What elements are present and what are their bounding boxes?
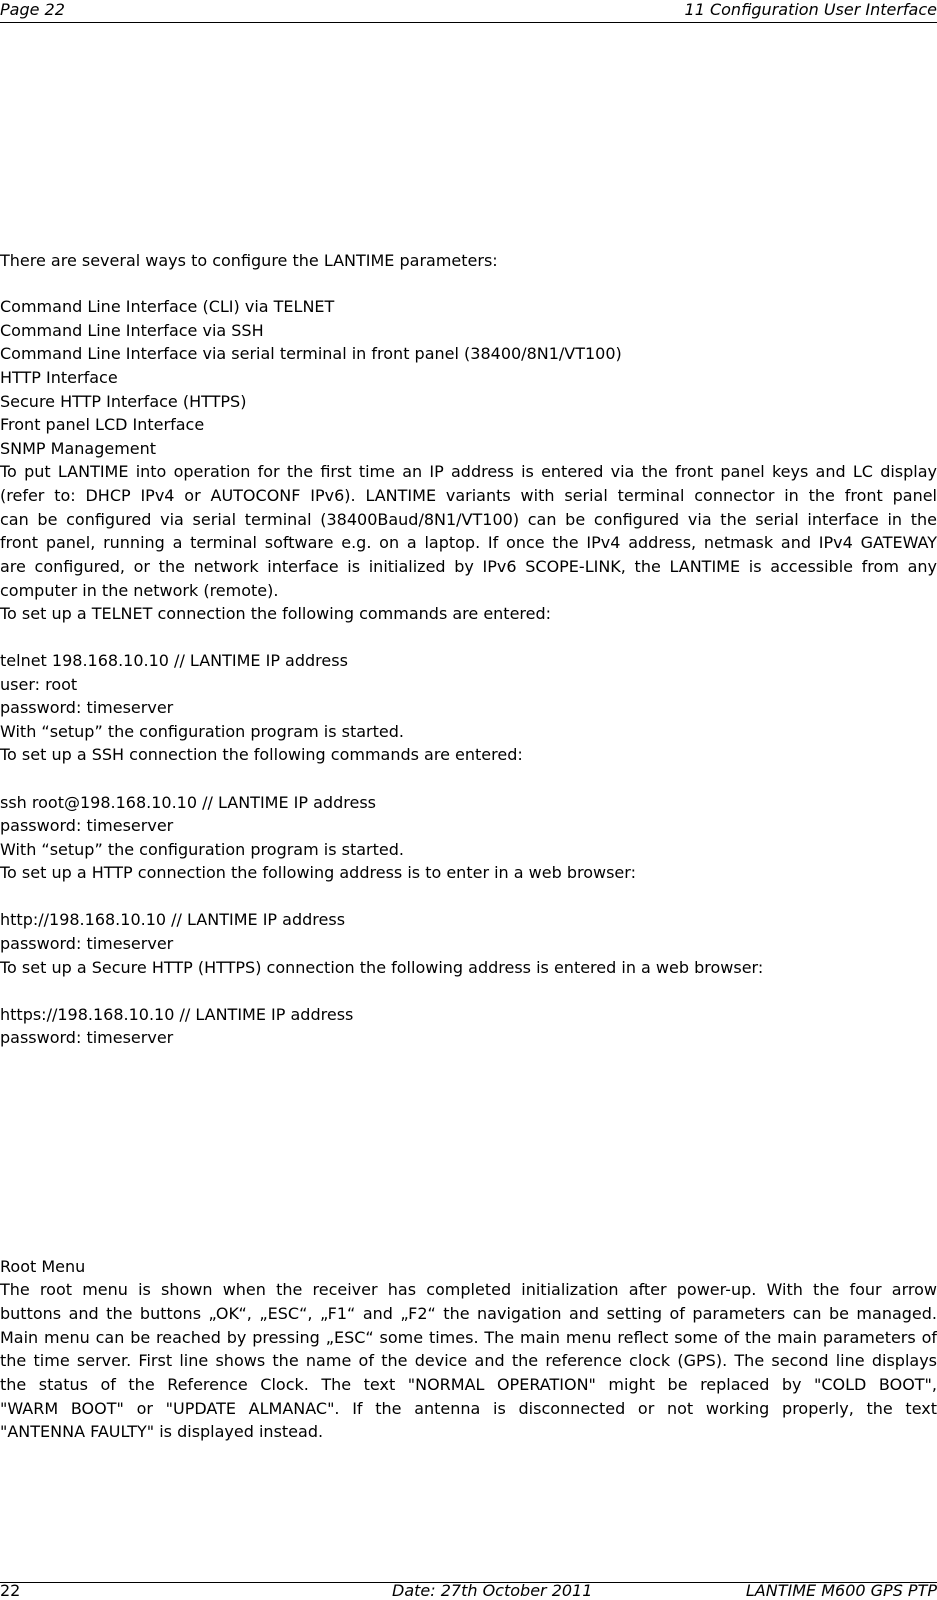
method-item: Command Line Interface via SSH	[0, 321, 264, 340]
paragraph-line: the time server. First line shows the name of the device and the reference clock (GPS). The second line displays	[0, 1351, 937, 1370]
command-line: password: timeserver	[0, 698, 174, 717]
paragraph-line: buttons and the buttons „OK“, „ESC“, „F1“ and „F2“ the navigation and setting of parameters can be managed.	[0, 1304, 937, 1323]
command-line: user: root	[0, 675, 78, 694]
command-line: password: timeserver	[0, 1028, 174, 1047]
paragraph-line: can be configured via serial terminal (38400Baud/8N1/VT100) can be configured via the serial interface in the	[0, 510, 937, 529]
document-date: Date: 27th October 2011	[392, 1581, 593, 1600]
paragraph-line: are configured, or the network interface is initialized by IPv6 SCOPE-LINK, the LANTIME is accessible from any	[0, 557, 937, 576]
http-intro: To set up a HTTP connection the following address is to enter in a web browser:	[0, 863, 636, 882]
telnet-intro: To set up a TELNET connection the following commands are entered:	[0, 604, 552, 623]
page-number: 22	[0, 1581, 21, 1600]
intro-text: There are several ways to configure the LANTIME parameters:	[0, 251, 498, 270]
command-line: With “setup” the configuration program is started.	[0, 840, 404, 859]
method-item: SNMP Management	[0, 439, 157, 458]
method-item: Front panel LCD Interface	[0, 415, 205, 434]
chapter-title: 11 Configuration User Interface	[684, 0, 937, 19]
command-line: https://198.168.10.10 // LANTIME IP address	[0, 1005, 354, 1024]
paragraph-line: The root menu is shown when the receiver has completed initialization after power-up. With the four arrow	[0, 1280, 937, 1299]
paragraph-line: Main menu can be reached by pressing „ESC“ some times. The main menu reflect some of the main parameters of	[0, 1328, 937, 1347]
https-intro: To set up a Secure HTTP (HTTPS) connection the following address is entered in a web browser:	[0, 958, 764, 977]
paragraph-line: front panel, running a terminal software e.g. on a laptop. If once the IPv4 address, netmask and IPv4 GATEWAY	[0, 533, 937, 552]
page-header	[0, 0, 937, 23]
paragraph-line: (refer to: DHCP IPv4 or AUTOCONF IPv6). LANTIME variants with serial terminal connector in the front panel	[0, 486, 937, 505]
paragraph-line: "ANTENNA FAULTY" is displayed instead.	[0, 1422, 324, 1441]
paragraph-line: To put LANTIME into operation for the first time an IP address is entered via the front panel keys and LC display	[0, 462, 937, 481]
paragraph-line: "WARM BOOT" or "UPDATE ALMANAC". If the antenna is disconnected or not working properly, the text	[0, 1399, 937, 1418]
section-heading: Root Menu	[0, 1257, 86, 1276]
command-line: password: timeserver	[0, 934, 174, 953]
method-item: Command Line Interface via serial terminal in front panel (38400/8N1/VT100)	[0, 344, 622, 363]
paragraph-line: computer in the network (remote).	[0, 581, 279, 600]
method-item: Secure HTTP Interface (HTTPS)	[0, 392, 247, 411]
command-line: With “setup” the configuration program is started.	[0, 722, 404, 741]
method-item: Command Line Interface (CLI) via TELNET	[0, 297, 335, 316]
command-line: telnet 198.168.10.10 // LANTIME IP address	[0, 651, 348, 670]
page-label: Page 22	[0, 0, 65, 19]
command-line: password: timeserver	[0, 816, 174, 835]
method-item: HTTP Interface	[0, 368, 118, 387]
product-name: LANTIME M600 GPS PTP	[745, 1581, 937, 1600]
command-line: http://198.168.10.10 // LANTIME IP address	[0, 910, 346, 929]
paragraph-line: the status of the Reference Clock. The text "NORMAL OPERATION" might be replaced by "COLD BOOT",	[0, 1375, 937, 1394]
command-line: ssh root@198.168.10.10 // LANTIME IP address	[0, 793, 376, 812]
page-footer	[0, 1582, 937, 1599]
ssh-intro: To set up a SSH connection the following commands are entered:	[0, 745, 523, 764]
